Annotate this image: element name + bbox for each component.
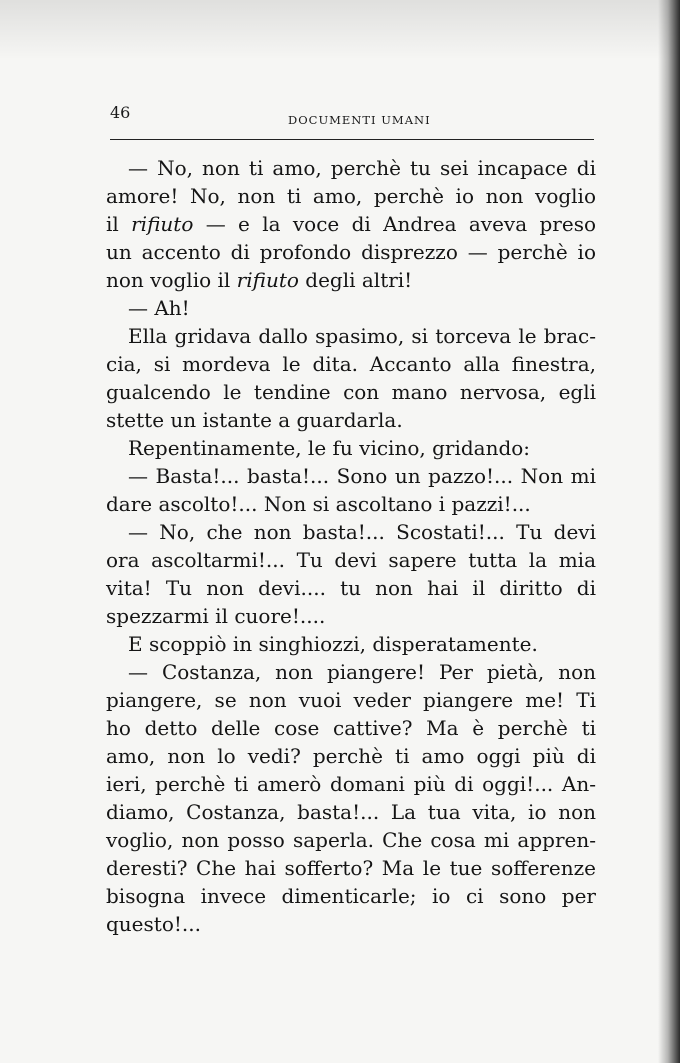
italic-word: rifiuto (236, 268, 299, 292)
text-line: cia, si mordeva le dita. Accanto alla finestra, (106, 352, 596, 376)
text-fragment: non voglio il (106, 268, 237, 292)
text-line: diamo, Costanza, basta!... La tua vita, io non (106, 800, 596, 824)
text-line: piangere, se non vuoi veder piangere me! Ti (106, 688, 596, 712)
text-line: un accento di profondo disprezzo — perchè io (106, 240, 596, 264)
text-line: Ella gridava dallo spasimo, si torceva le brac- (128, 324, 596, 348)
text-line: — No, non ti amo, perchè tu sei incapace di (128, 156, 596, 180)
text-line: amore! No, non ti amo, perchè io non voglio (106, 184, 596, 208)
text-line: dare ascolto!... Non si ascoltano i pazzi!... (106, 492, 531, 516)
text-line: E scoppiò in singhiozzi, disperatamente. (128, 632, 538, 656)
text-line: gualcendo le tendine con mano nervosa, egli (106, 380, 596, 404)
text-line: ieri, perchè ti amerò domani più di oggi!... An- (106, 772, 596, 796)
text-line: — Ah! (128, 296, 190, 320)
text-line: spezzarmi il cuore!.... (106, 604, 326, 628)
text-line: bisogna invece dimenticarle; io ci sono per (106, 884, 596, 908)
text-line: Repentinamente, le fu vicino, gridando: (128, 436, 531, 460)
text-fragment: degli altri! (298, 268, 413, 292)
text-line: amo, non lo vedi? perchè ti amo oggi più di (106, 744, 596, 768)
book-binding-edge (658, 0, 680, 1063)
header-rule (110, 139, 594, 140)
page-header (110, 103, 594, 135)
text-line: — Costanza, non piangere! Per pietà, non (128, 660, 596, 684)
text-line: ho detto delle cose cattive? Ma è perchè ti (106, 716, 596, 740)
text-line: questo!... (106, 912, 201, 936)
text-line: stette un istante a guardarla. (106, 408, 403, 432)
body-text (106, 154, 596, 938)
page-top-shading (0, 0, 680, 60)
text-line: — Basta!... basta!... Sono un pazzo!... Non mi (128, 464, 596, 488)
text-line: deresti? Che hai sofferto? Ma le tue sofferenze (106, 856, 596, 880)
text-line: ora ascoltarmi!... Tu devi sapere tutta la mia (106, 548, 596, 572)
text-line: — No, che non basta!... Scostati!... Tu devi (128, 520, 596, 544)
page-number: 46 (110, 103, 131, 122)
text-line: vita! Tu non devi.... tu non hai il diritto di (106, 576, 596, 600)
running-title: DOCUMENTI UMANI (288, 113, 431, 127)
italic-word: rifiuto (131, 212, 194, 236)
text-fragment: il (106, 212, 132, 236)
text-line (106, 210, 596, 238)
text-fragment: — e la voce di Andrea aveva preso (193, 212, 596, 236)
text-line: voglio, non posso saperla. Che cosa mi appren- (106, 828, 596, 852)
text-line (106, 266, 596, 294)
